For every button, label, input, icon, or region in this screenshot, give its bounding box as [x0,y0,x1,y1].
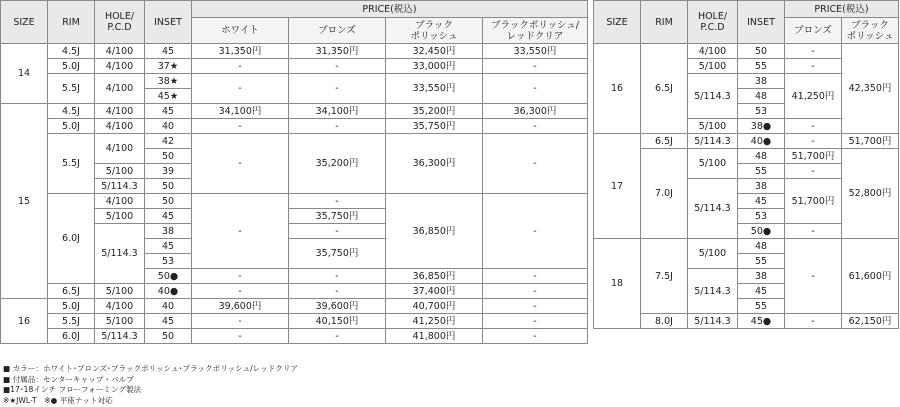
price-bronze: - [289,224,386,239]
header-black-polish: ブラック ポリッシュ [842,18,899,44]
inset-cell: 38 [738,179,785,194]
inset-cell: 45 [145,44,192,59]
header-price: PRICE(税込) [192,1,588,18]
price-bronze: - [785,44,842,59]
inset-cell: 45 [145,209,192,224]
inset-cell: 38 [738,269,785,284]
header-hole-pcd: HOLE/ P.C.D [688,1,738,44]
pcd-cell: 5/114.3 [95,329,145,344]
inset-cell: 50 [145,194,192,209]
inset-cell: 55 [738,59,785,74]
price-bronze: - [785,119,842,134]
pcd-cell: 5/100 [95,209,145,224]
inset-cell: 50 [145,149,192,164]
inset-cell: 48 [738,239,785,254]
header-inset: INSET [145,1,192,44]
pcd-cell: 4/100 [95,119,145,134]
table-row [1,299,588,314]
table-row [1,104,588,119]
inset-cell: 55 [738,299,785,314]
inset-cell: 42 [145,134,192,149]
pcd-cell: 5/100 [688,149,738,179]
pcd-cell: 4/100 [95,194,145,209]
price-black-polish: 35,200円 [386,104,483,119]
price-red-clear: - [483,194,588,269]
price-bronze: 51,700円 [785,179,842,224]
pcd-cell: 5/100 [95,284,145,299]
price-bronze: - [785,314,842,329]
price-red-clear: - [483,59,588,74]
rim-cell: 7.5J [641,239,688,314]
price-black-polish: 40,700円 [386,299,483,314]
inset-cell: 40 [145,119,192,134]
size-cell: 17 [594,134,641,239]
rim-cell: 5.5J [48,134,95,194]
price-white: 39,600円 [192,299,289,314]
table-row [1,44,588,59]
price-bronze: - [785,134,842,149]
inset-cell: 40● [145,284,192,299]
price-white: - [192,194,289,269]
inset-cell: 53 [738,209,785,224]
price-black-polish: 36,850円 [386,194,483,269]
price-black-polish: 42,350円 [842,44,899,134]
header-inset: INSET [738,1,785,44]
note-flow-forming: ■17･18インチ フローフォーミング製法 [3,385,142,394]
inset-cell: 45 [145,104,192,119]
price-bronze: - [289,284,386,299]
table-row [1,59,588,74]
inset-cell: 45 [145,314,192,329]
price-black-polish: 35,750円 [386,119,483,134]
price-red-clear: - [483,329,588,344]
inset-cell: 40● [738,134,785,149]
price-black-polish: 33,000円 [386,59,483,74]
price-black-polish: 37,400円 [386,284,483,299]
price-bronze: - [289,194,386,209]
price-red-clear: - [483,284,588,299]
rim-cell: 5.0J [48,119,95,134]
size-cell: 18 [594,239,641,329]
header-hole-pcd: HOLE/ P.C.D [95,1,145,44]
price-bronze: - [289,59,386,74]
price-red-clear: - [483,74,588,104]
inset-cell: 53 [145,254,192,269]
price-white: - [192,134,289,194]
price-bronze: - [785,224,842,239]
rim-cell: 4.5J [48,104,95,119]
price-bronze: - [289,119,386,134]
pcd-cell: 4/100 [95,104,145,119]
rim-cell: 5.5J [48,74,95,104]
pcd-cell: 4/100 [95,44,145,59]
rim-cell: 6.0J [48,194,95,284]
price-bronze: 41,250円 [785,74,842,119]
price-bronze: 51,700円 [785,149,842,164]
inset-cell: 37★ [145,59,192,74]
price-white: - [192,314,289,329]
inset-cell: 50 [145,329,192,344]
price-red-clear: 33,550円 [483,44,588,59]
size-cell: 14 [1,44,48,104]
price-black-polish: 33,550円 [386,74,483,104]
price-bronze: 35,750円 [289,209,386,224]
rim-cell: 4.5J [48,44,95,59]
inset-cell: 45★ [145,89,192,104]
price-white: 34,100円 [192,104,289,119]
right-price-table [593,0,899,329]
table-row [1,194,588,209]
inset-cell: 38★ [145,74,192,89]
inset-cell: 50 [145,179,192,194]
rim-cell: 5.5J [48,314,95,329]
price-black-polish: 52,800円 [842,149,899,239]
header-bronze: ブロンズ [785,18,842,44]
inset-cell: 50 [738,44,785,59]
header-size: SIZE [1,1,48,44]
rim-cell: 6.5J [48,284,95,299]
price-black-polish: 61,600円 [842,239,899,314]
price-red-clear: - [483,134,588,194]
rim-cell: 6.5J [641,44,688,134]
price-black-polish: 51,700円 [842,134,899,149]
pcd-cell: 5/114.3 [95,224,145,284]
header-rim: RIM [48,1,95,44]
inset-cell: 38 [145,224,192,239]
price-white: 31,350円 [192,44,289,59]
rim-cell: 8.0J [641,314,688,329]
size-cell: 16 [1,299,48,344]
header-black-polish-red-clear: ブラックポリッシュ/ レッドクリア [483,18,588,44]
pcd-cell: 5/100 [688,59,738,74]
rim-cell: 5.0J [48,299,95,314]
header-black-polish: ブラック ポリッシュ [386,18,483,44]
inset-cell: 50● [738,224,785,239]
price-bronze: - [785,59,842,74]
price-red-clear: - [483,119,588,134]
price-white: - [192,74,289,104]
note-colors: ■ カラー：ホワイト･ブロンズ･ブラックポリッシュ･ブラックポリッシュ/レッドクリア [3,364,299,373]
pcd-cell: 5/114.3 [688,74,738,119]
pcd-cell: 5/114.3 [688,314,738,329]
price-bronze: - [785,239,842,314]
price-bronze: - [289,269,386,284]
footnotes [3,364,298,406]
table-row [1,329,588,344]
pcd-cell: 5/114.3 [688,269,738,314]
price-red-clear: - [483,299,588,314]
price-black-polish: 41,250円 [386,314,483,329]
pcd-cell: 4/100 [95,59,145,74]
price-black-polish: 62,150円 [842,314,899,329]
table-row [1,134,588,149]
size-cell: 15 [1,104,48,299]
rim-cell: 6.0J [48,329,95,344]
inset-cell: 45● [738,314,785,329]
pcd-cell: 4/100 [95,134,145,164]
table-row [594,134,899,149]
rim-cell: 6.5J [641,134,688,149]
inset-cell: 53 [738,104,785,119]
inset-cell: 50● [145,269,192,284]
pcd-cell: 5/100 [688,119,738,134]
price-bronze: 40,150円 [289,314,386,329]
header-white: ホワイト [192,18,289,44]
pcd-cell: 4/100 [688,44,738,59]
price-red-clear: - [483,269,588,284]
table-row [1,314,588,329]
price-black-polish: 32,450円 [386,44,483,59]
header-rim: RIM [641,1,688,44]
table-row [1,284,588,299]
inset-cell: 48 [738,89,785,104]
size-cell: 16 [594,44,641,134]
price-white: - [192,269,289,284]
pcd-cell: 4/100 [95,299,145,314]
price-bronze: - [289,74,386,104]
inset-cell: 38● [738,119,785,134]
price-bronze: 31,350円 [289,44,386,59]
rim-cell: 7.0J [641,149,688,239]
inset-cell: 45 [738,194,785,209]
inset-cell: 39 [145,164,192,179]
pcd-cell: 5/114.3 [95,179,145,194]
header-size: SIZE [594,1,641,44]
pcd-cell: 5/114.3 [688,179,738,239]
price-bronze: 34,100円 [289,104,386,119]
inset-cell: 48 [738,149,785,164]
inset-cell: 45 [738,284,785,299]
inset-cell: 45 [145,239,192,254]
table-row [1,74,588,89]
pcd-cell: 5/100 [95,314,145,329]
note-accessories: ■ 付属品：センターキャップ・バルブ [3,374,134,384]
rim-cell: 5.0J [48,59,95,74]
price-bronze: - [289,329,386,344]
note-symbols: ※★JWL-T ※● 平座ナット対応 [3,395,113,405]
pcd-cell: 5/100 [688,239,738,269]
price-white: - [192,329,289,344]
pcd-cell: 4/100 [95,74,145,104]
table-row [594,239,899,254]
price-bronze: 39,600円 [289,299,386,314]
table-row [594,44,899,59]
inset-cell: 40 [145,299,192,314]
inset-cell: 38 [738,74,785,89]
price-black-polish: 36,300円 [386,134,483,194]
price-white: - [192,119,289,134]
pcd-cell: 5/100 [95,164,145,179]
price-red-clear: - [483,314,588,329]
table-row [1,119,588,134]
price-black-polish: 41,800円 [386,329,483,344]
price-bronze: - [785,164,842,179]
price-white: - [192,59,289,74]
inset-cell: 55 [738,164,785,179]
header-bronze: ブロンズ [289,18,386,44]
inset-cell: 55 [738,254,785,269]
pcd-cell: 5/114.3 [688,134,738,149]
price-bronze: 35,750円 [289,239,386,269]
price-white: - [192,284,289,299]
price-black-polish: 36,850円 [386,269,483,284]
price-red-clear: 36,300円 [483,104,588,119]
price-bronze: 35,200円 [289,134,386,194]
header-price: PRICE(税込) [785,1,899,18]
